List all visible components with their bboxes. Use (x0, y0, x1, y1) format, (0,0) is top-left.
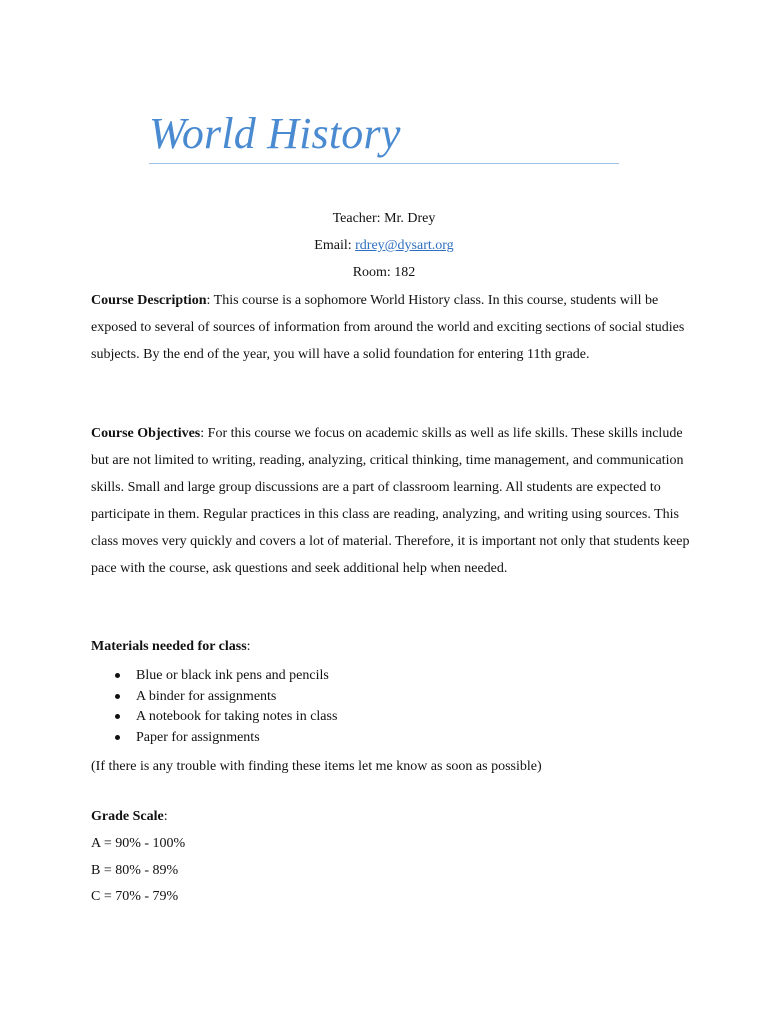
course-objectives-text: : For this course we focus on academic skills as well as life skills. These skills include but are not limited to writing, reading, analyzing, critical thinking, time management, and communication skills. Small and large group discussions are a part of classroom learning. All students are expected to participate in them. Regular practices in this class are reading, analyzing, and writing using sources. This class moves very quickly and covers a lot of material. Therefore, it is important not only that students keep pace with the course, ask questions and seek additional help when needed. (91, 426, 690, 576)
email-link[interactable]: rdrey@dysart.org (355, 238, 454, 253)
grade-scale-label: Grade Scale (91, 809, 164, 824)
email-line (0, 237, 768, 255)
grade-row-a: A = 90% - 100% (91, 836, 186, 851)
document-title: World History (149, 109, 401, 158)
list-item (91, 687, 337, 708)
materials-label: Materials needed for class (91, 639, 247, 654)
course-description-paragraph (91, 287, 691, 368)
teacher-line: Teacher: Mr. Drey (332, 211, 436, 226)
grade-scale-colon: : (163, 809, 168, 824)
course-description-label: Course Description (91, 293, 207, 308)
bullet-icon (115, 735, 120, 740)
list-item (91, 666, 337, 687)
materials-list (91, 666, 337, 748)
list-item (91, 707, 337, 728)
grade-row-c: C = 70% - 79% (91, 889, 179, 904)
title-underline (149, 163, 619, 164)
list-item-text: A notebook for taking notes in class (136, 709, 338, 724)
materials-note: (If there is any trouble with finding these items let me know as soon as possible) (91, 759, 542, 774)
list-item-text: A binder for assignments (136, 688, 277, 704)
course-description-text: : This course is a sophomore World History class. In this course, students will be exposed to several of sources of information from around the world and exciting sections of social studies subjects. By the end of the year, you will have a solid foundation for entering 11th grade. (91, 293, 685, 362)
grade-scale-heading (91, 808, 168, 826)
course-objectives-paragraph (91, 420, 691, 582)
email-label: Email: (314, 238, 356, 253)
list-item (91, 728, 337, 749)
bullet-icon (115, 673, 120, 678)
bullet-icon (115, 694, 120, 699)
room-line: Room: 182 (352, 265, 416, 280)
bullet-icon (115, 714, 120, 719)
list-item-text: Paper for assignments (136, 729, 260, 745)
grade-row-b: B = 80% - 89% (91, 863, 179, 878)
materials-colon: : (246, 639, 251, 654)
list-item-text: Blue or black ink pens and pencils (136, 668, 329, 683)
course-objectives-label: Course Objectives (91, 426, 201, 441)
materials-heading (91, 638, 251, 656)
